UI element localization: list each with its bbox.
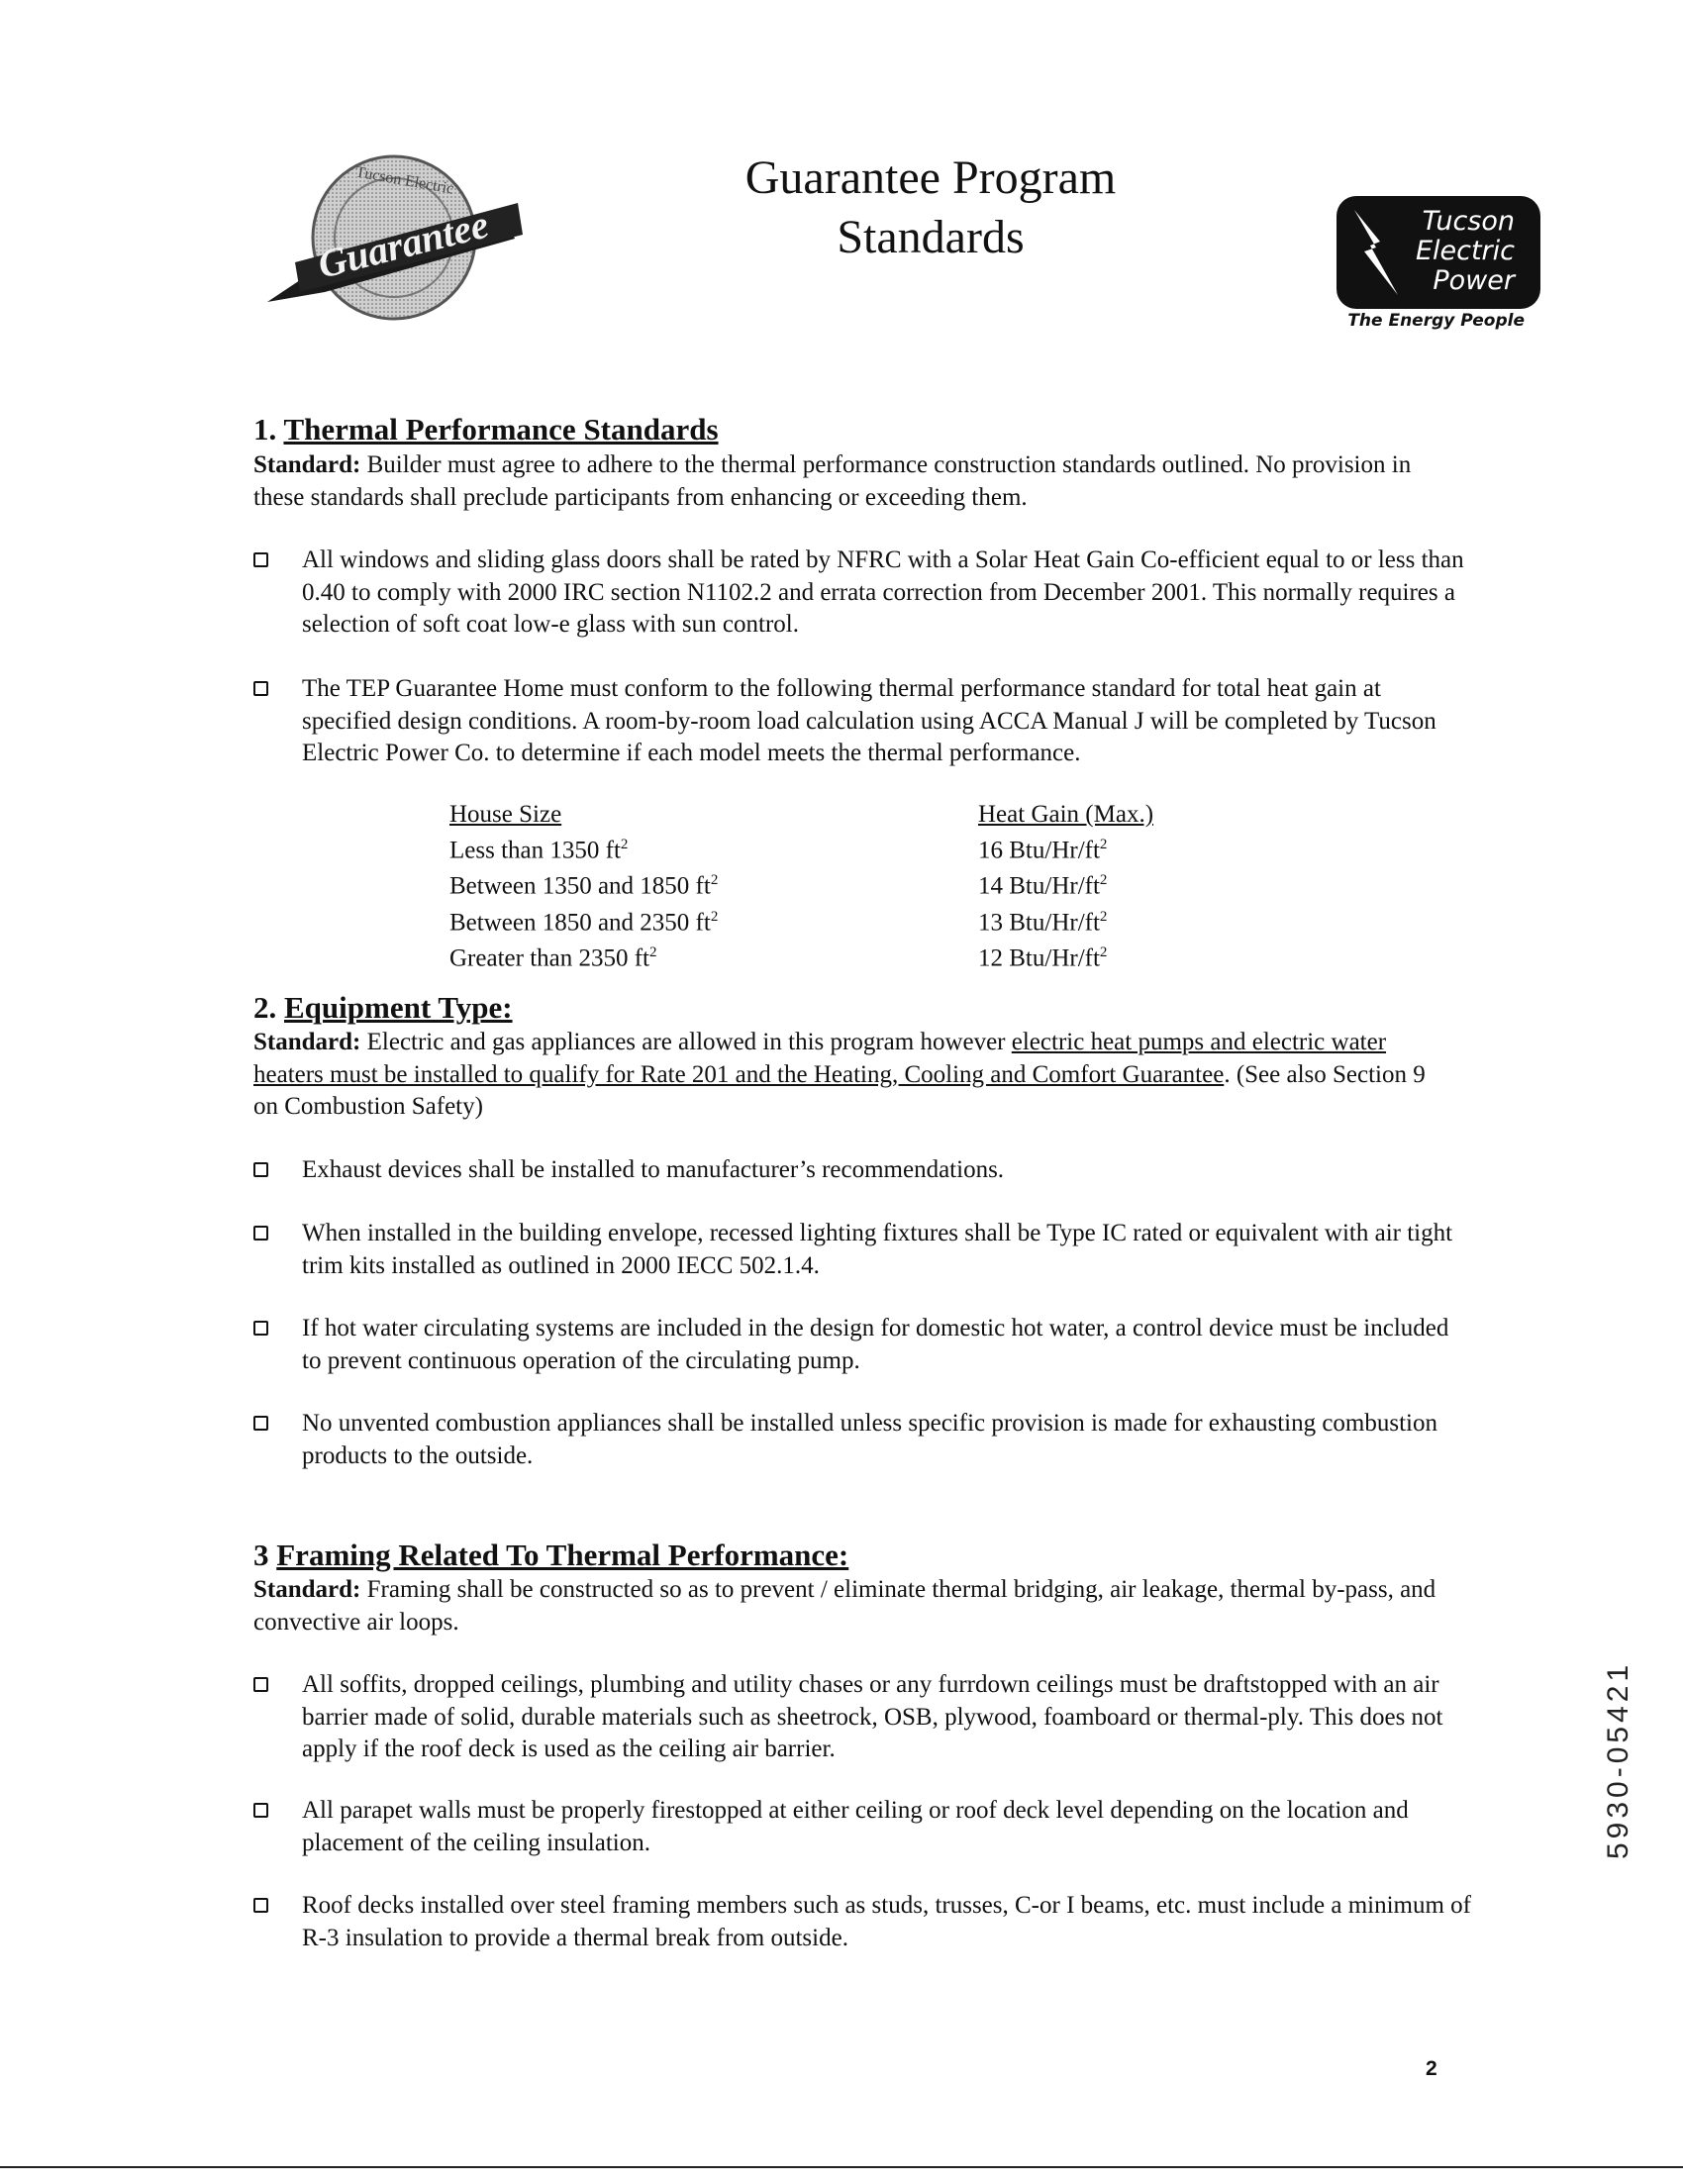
title-line-2: Standards xyxy=(837,211,1025,263)
tep-tagline: The Energy People xyxy=(1347,311,1525,331)
section-1-heading xyxy=(253,412,719,447)
page-number: 2 xyxy=(1426,2057,1437,2080)
checkbox-bullet-icon xyxy=(253,1162,268,1177)
section-1-standard xyxy=(253,449,1441,514)
section-3-standard-text: Framing shall be constructed so as to prevent / eliminate thermal bridging, air leakage, thermal by-pass, and convective air loops. xyxy=(253,1576,1436,1636)
section-3-heading xyxy=(253,1538,848,1573)
checkbox-bullet-icon xyxy=(253,1898,268,1913)
seal-ring-text: Tucson Electric xyxy=(353,163,455,198)
table-cell: Between 1350 and 1850 $ft^2$ xyxy=(449,872,719,900)
checkbox-bullet-icon xyxy=(253,1416,268,1431)
bottom-rule xyxy=(0,2166,1683,2168)
section-2-heading xyxy=(253,990,513,1026)
rate-201-requirement: electric heat pumps and electric water heaters must be installed to qualify for Rate 201 and the Heating, Cooling and Comfort Guarantee xyxy=(253,1029,1387,1088)
margin-stamp-text: 5930-05421 xyxy=(1602,1660,1634,1859)
section-2-standard xyxy=(253,1027,1441,1124)
section-2-standard-text: Electric and gas appliances are allowed in this program however xyxy=(366,1029,1012,1055)
section-2-number: 2. xyxy=(253,990,277,1025)
checkbox-bullet-icon xyxy=(253,1321,268,1336)
guarantee-seal-logo xyxy=(255,144,543,332)
tep-logo-line-1: Tucson xyxy=(1422,206,1515,237)
table-cell: 16 Btu/$Hr/ft^2$ xyxy=(978,837,1108,864)
table-cell: 12 Btu/$Hr/ft^2$ xyxy=(978,943,1108,972)
bullet-text: If hot water circulating systems are included in the design for domestic hot water, a control device must be included to prevent continuous operation of the circulating pump. xyxy=(302,1315,1449,1374)
bullet-text: All parapet walls must be properly firestopped at either ceiling or roof deck level depending on the location and placement of the ceiling insulation. xyxy=(302,1797,1409,1856)
bullet-text: All soffits, dropped ceilings, plumbing and utility chases or any furrdown ceilings must be draftstopped with an air barrier made of solid, durable materials such as sheetrock, OSB, plywood, foamboard or thermal-ply. This does not apply if the roof deck is used as the ceiling air barrier. xyxy=(302,1671,1443,1762)
section-2-title: Equipment Type: xyxy=(284,990,513,1025)
bullet-text: Roof decks installed over steel framing members such as studs, trusses, C-or I beams, etc. must include a minimum of R-3 insulation to provide a thermal break from outside. xyxy=(302,1892,1472,1951)
tep-logo-line-3: Power xyxy=(1433,265,1515,296)
section-1-title: Thermal Performance Standards xyxy=(283,412,719,447)
page-title xyxy=(634,149,1228,267)
checkbox-bullet-icon xyxy=(253,552,268,567)
bullet-text: The TEP Guarantee Home must conform to the following thermal performance standard for total heat gain at specified design conditions. A room-by-room load calculation using ACCA Manual J will be completed by Tucson Electric Power Co. to determine if each model meets the thermal performance. xyxy=(302,675,1436,766)
standard-label: Standard: xyxy=(253,1029,361,1055)
checkbox-bullet-icon xyxy=(253,1226,268,1241)
bullet-text: Exhaust devices shall be installed to manufacturer’s recommendations. xyxy=(302,1156,1005,1183)
seal-guarantee-text: Guarantee xyxy=(313,201,493,287)
table-cell: 13 Btu/$Hr/ft^2$ xyxy=(978,908,1108,936)
tep-logo-line-2: Electric xyxy=(1415,236,1515,266)
section-1-standard-text: Builder must agree to adhere to the thermal performance construction standards outlined. No provision in these standards shall preclude participants from enhancing or exceeding them. xyxy=(253,451,1412,511)
table-cell: Greater than 2350 $ft^2$ xyxy=(449,943,657,972)
bullet-text: When installed in the building envelope, recessed lighting fixtures shall be Type IC rated or equivalent with air tight trim kits installed as outlined in 2000 IECC 502.1.4. xyxy=(302,1220,1453,1279)
lightning-bolt-icon xyxy=(1350,206,1402,301)
margin-stamp xyxy=(1602,1584,1635,1861)
section-3-standard xyxy=(253,1574,1441,1638)
heat-gain-header: Heat Gain (Max.) xyxy=(978,801,1154,828)
bullet-text: No unvented combustion appliances shall be installed unless specific provision is made for exhausting combustion products to the outside. xyxy=(302,1410,1437,1469)
section-3-number: 3 xyxy=(253,1538,269,1572)
table-cell: Less than 1350 $ft^2$ xyxy=(449,837,629,864)
table-cell: 14 Btu/$Hr/ft^2$ xyxy=(978,872,1108,900)
checkbox-bullet-icon xyxy=(253,681,268,696)
house-size-column xyxy=(449,799,885,973)
table-cell: Between 1850 and 2350 $ft^2$ xyxy=(449,908,719,936)
title-line-1: Guarantee Program xyxy=(744,151,1117,204)
heat-gain-column xyxy=(978,799,1275,973)
section-2-standard-note: . (See also Section 9 on Combustion Safety) xyxy=(253,1060,1426,1120)
checkbox-bullet-icon xyxy=(253,1677,268,1692)
tep-logo xyxy=(1336,196,1540,309)
house-size-header: House Size xyxy=(449,801,562,828)
checkbox-bullet-icon xyxy=(253,1803,268,1818)
standard-label: Standard: xyxy=(253,451,361,478)
standard-label: Standard: xyxy=(253,1576,361,1603)
bullet-text: All windows and sliding glass doors shall be rated by NFRC with a Solar Heat Gain Co-efficient equal to or less than 0.40 to comply with 2000 IRC section N1102.2 and errata correction from December 2001. This normally requires a selection of soft coat low-e glass with sun control. xyxy=(302,546,1464,638)
section-1-number: 1. xyxy=(253,412,277,447)
section-3-title: Framing Related To Thermal Performance: xyxy=(276,1538,849,1572)
